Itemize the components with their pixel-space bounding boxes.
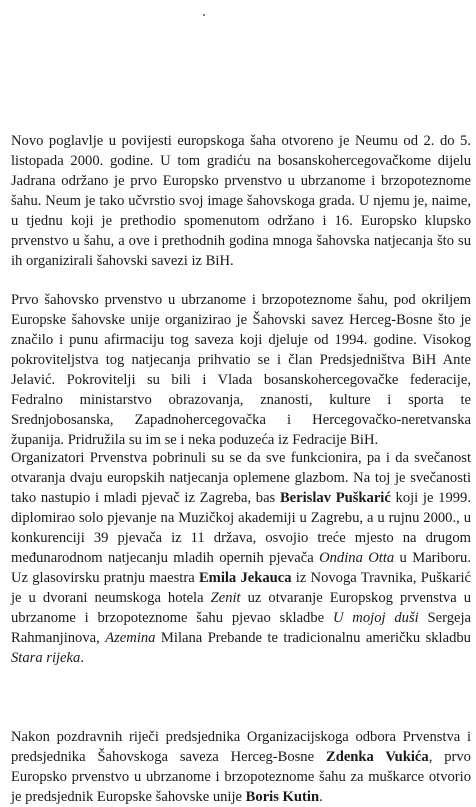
- italic-title: Zenit: [210, 590, 241, 606]
- text-run: uz otvaranje Europskog prvenstva u ubrzanome i brzopoteznome šahu pjevao skladbe: [11, 590, 472, 626]
- paragraph-3: [11, 448, 471, 668]
- text-run: Nakon pozdravnih riječi predsjednika Organizacijskoga odbora Prvenstva i predsjednika Šahovskoga saveza Herceg-Bosne: [11, 729, 471, 765]
- italic-title: U mojoj duši: [332, 610, 419, 626]
- bold-name: Boris Kutin: [245, 789, 320, 805]
- paragraph-4: [11, 727, 471, 807]
- text-run: .: [80, 650, 84, 666]
- paragraph-1: [11, 131, 471, 271]
- bold-name: Emila Jekauca: [198, 570, 292, 586]
- text-run: Sergeja Rahmanjinova,: [11, 610, 471, 646]
- italic-title: Azemina: [105, 630, 156, 646]
- text-run: .: [319, 789, 323, 805]
- paragraph-2: [11, 290, 471, 450]
- text-run: u Mariboru. Uz glasovirsku pratnju maestra: [11, 550, 471, 586]
- italic-title: Ondina Otta: [319, 550, 395, 566]
- italic-title: Stara rijeka: [11, 650, 81, 666]
- text-run: , prvo Europsko prvenstvo u ubrzanome i brzopoteznome šahu za muškarce otvorio je predsjednik Europske šahovske unije: [11, 749, 471, 805]
- text-run: Novo poglavlje u povijesti europskoga šaha otvoreno je Neumu od 2. do 5. listopada 2000. godine. U tom gradiću na bosanskohercegovačkome dijelu Jadrana održano je prvo Europsko prvenstvo u ubrzanome i brzopoteznome šahu. Neum je tako učvrstio svoj image šahovskoga grada. U njemu je, naime, u tjednu koji je prethodio spomenutom održano i 16. Europsko klupsko prvenstvo u šahu, a ove i prethodnih godina mnoga šahovska natjecanja što su ih organizirali šahovski savezi iz BiH.: [11, 133, 471, 269]
- bold-name: Berislav Puškarić: [279, 490, 391, 506]
- text-run: Organizatori Prvenstva pobrinuli su se da sve funkcionira, pa i da svečanost otvaranja dvaju europskih natjecanja oplemene glazbom. Na toj je svečanosti tako nastupio i mladi pjevač iz Zagreba, bas: [11, 450, 471, 506]
- text-run: Milana Prebande te tradicionalnu američku skladbu: [155, 630, 471, 646]
- text-run: Prvo šahovsko prvenstvo u ubrzanome i brzopoteznome šahu, pod okriljem Europske šahovske unije organizirao je Šahovski savez Herceg-Bosne što je značilo i punu afirmaciju tog saveza koji djeluje od 1994. godine. Visokog pokroviteljstva tog natjecanja prihvatio se i član Predsjedništva BiH Ante Jelavić. Pokrovitelji su bili i Vlada bosanskohercegovačke federacije, Fedralno ministarstvo obrazovanja, znanosti, kulture i sporta te Srednjobosanska, Zapadnohercegovačka i Hercegovačko-neretvanska županija. Pridružila su im se i neka poduzeća iz Fedracije BiH.: [11, 292, 471, 448]
- text-run: iz Novoga Travnika, Puškarić je u dvorani neumskoga hotela: [11, 570, 471, 606]
- bold-name: Zdenka Vukića: [325, 749, 429, 765]
- scan-speck: [203, 14, 205, 16]
- text-run: koji je 1999. diplomirao solo pjevanje na Muzičkoj akademiji u Zagrebu, a u rujnu 2000., u konkurenciji 39 pjevača iz 11 država, osvojio treće mjesto na drugom međunarodnom natjecanju mladih opernih pjevača: [11, 490, 471, 566]
